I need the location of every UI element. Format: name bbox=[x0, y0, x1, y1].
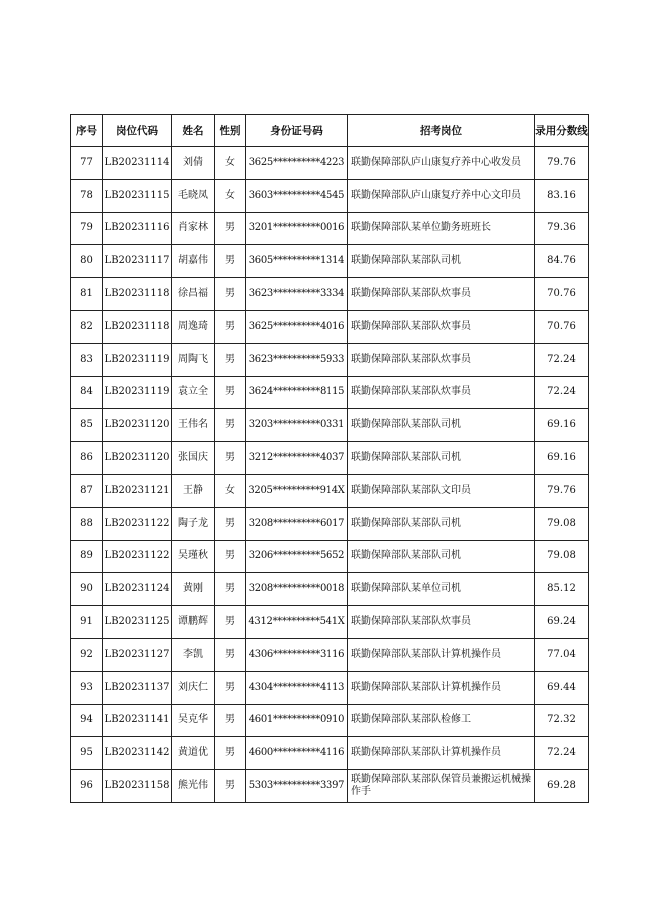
cell-id-number: 3208**********6017 bbox=[246, 507, 348, 540]
cell-position: 联勤保障部队庐山康复疗养中心文印员 bbox=[348, 179, 535, 212]
cell-name: 周逸琦 bbox=[172, 310, 215, 343]
cell-name: 吴克华 bbox=[172, 704, 215, 737]
cell-id-number: 3625**********4223 bbox=[246, 147, 348, 180]
cell-position: 联勤保障部队庐山康复疗养中心收发员 bbox=[348, 147, 535, 180]
cell-position: 联勤保障部队某部队司机 bbox=[348, 245, 535, 278]
cell-gender: 男 bbox=[215, 442, 246, 475]
cell-seq: 81 bbox=[71, 278, 103, 311]
table-row bbox=[71, 442, 589, 475]
cell-gender: 男 bbox=[215, 343, 246, 376]
cell-name: 刘庆仁 bbox=[172, 671, 215, 704]
cell-name: 周陶飞 bbox=[172, 343, 215, 376]
cell-id-number: 4600**********4116 bbox=[246, 737, 348, 770]
cell-id-number: 3603**********4545 bbox=[246, 179, 348, 212]
cell-name: 陶子龙 bbox=[172, 507, 215, 540]
cell-position: 联勤保障部队某部队计算机操作员 bbox=[348, 737, 535, 770]
cell-seq: 87 bbox=[71, 474, 103, 507]
cell-seq: 78 bbox=[71, 179, 103, 212]
cell-post-code: LB20231117 bbox=[103, 245, 172, 278]
cell-post-code: LB20231120 bbox=[103, 442, 172, 475]
cell-seq: 82 bbox=[71, 310, 103, 343]
cell-seq: 77 bbox=[71, 147, 103, 180]
cell-gender: 男 bbox=[215, 409, 246, 442]
cell-score: 85.12 bbox=[535, 573, 589, 606]
cell-gender: 男 bbox=[215, 770, 246, 803]
cell-seq: 85 bbox=[71, 409, 103, 442]
header-name: 姓名 bbox=[172, 115, 215, 147]
cell-position: 联勤保障部队某部队炊事员 bbox=[348, 606, 535, 639]
table-row bbox=[71, 474, 589, 507]
cell-gender: 男 bbox=[215, 638, 246, 671]
cell-position: 联勤保障部队某部队保管员兼搬运机械操作手 bbox=[348, 770, 535, 803]
cell-id-number: 3605**********1314 bbox=[246, 245, 348, 278]
cell-seq: 93 bbox=[71, 671, 103, 704]
cell-post-code: LB20231127 bbox=[103, 638, 172, 671]
cell-id-number: 3201**********0016 bbox=[246, 212, 348, 245]
cell-name: 谭鹏辉 bbox=[172, 606, 215, 639]
table-row bbox=[71, 540, 589, 573]
cell-gender: 男 bbox=[215, 507, 246, 540]
cell-post-code: LB20231115 bbox=[103, 179, 172, 212]
cell-position: 联勤保障部队某部队司机 bbox=[348, 540, 535, 573]
cell-seq: 91 bbox=[71, 606, 103, 639]
cell-score: 69.44 bbox=[535, 671, 589, 704]
cell-post-code: LB20231116 bbox=[103, 212, 172, 245]
cell-post-code: LB20231122 bbox=[103, 507, 172, 540]
cell-seq: 86 bbox=[71, 442, 103, 475]
cell-gender: 女 bbox=[215, 179, 246, 212]
cell-score: 83.16 bbox=[535, 179, 589, 212]
cell-gender: 女 bbox=[215, 147, 246, 180]
cell-score: 69.24 bbox=[535, 606, 589, 639]
cell-gender: 男 bbox=[215, 704, 246, 737]
cell-post-code: LB20231141 bbox=[103, 704, 172, 737]
header-row bbox=[71, 115, 589, 147]
cell-gender: 男 bbox=[215, 278, 246, 311]
cell-gender: 男 bbox=[215, 212, 246, 245]
cell-gender: 女 bbox=[215, 474, 246, 507]
cell-position: 联勤保障部队某单位司机 bbox=[348, 573, 535, 606]
cell-score: 79.36 bbox=[535, 212, 589, 245]
table-row bbox=[71, 737, 589, 770]
table-row bbox=[71, 147, 589, 180]
cell-id-number: 3624**********8115 bbox=[246, 376, 348, 409]
cell-post-code: LB20231118 bbox=[103, 278, 172, 311]
cell-position: 联勤保障部队某部队检修工 bbox=[348, 704, 535, 737]
cell-id-number: 3205**********914X bbox=[246, 474, 348, 507]
cell-position: 联勤保障部队某部队文印员 bbox=[348, 474, 535, 507]
cell-position: 联勤保障部队某部队司机 bbox=[348, 507, 535, 540]
header-id-number: 身份证号码 bbox=[246, 115, 348, 147]
cell-id-number: 5303**********3397 bbox=[246, 770, 348, 803]
cell-score: 72.24 bbox=[535, 343, 589, 376]
table-row bbox=[71, 671, 589, 704]
cell-id-number: 3212**********4037 bbox=[246, 442, 348, 475]
cell-seq: 88 bbox=[71, 507, 103, 540]
table-row bbox=[71, 606, 589, 639]
cell-position: 联勤保障部队某单位勤务班班长 bbox=[348, 212, 535, 245]
cell-name: 袁立全 bbox=[172, 376, 215, 409]
cell-post-code: LB20231142 bbox=[103, 737, 172, 770]
cell-gender: 男 bbox=[215, 376, 246, 409]
cell-score: 79.76 bbox=[535, 147, 589, 180]
cell-name: 黄道优 bbox=[172, 737, 215, 770]
cell-name: 肖家林 bbox=[172, 212, 215, 245]
cell-id-number: 3625**********4016 bbox=[246, 310, 348, 343]
cell-id-number: 4304**********4113 bbox=[246, 671, 348, 704]
table-row bbox=[71, 310, 589, 343]
table-row bbox=[71, 278, 589, 311]
cell-seq: 80 bbox=[71, 245, 103, 278]
cell-position: 联勤保障部队某部队司机 bbox=[348, 409, 535, 442]
cell-gender: 男 bbox=[215, 573, 246, 606]
header-gender: 性别 bbox=[215, 115, 246, 147]
cell-score: 69.16 bbox=[535, 442, 589, 475]
cell-name: 张国庆 bbox=[172, 442, 215, 475]
cell-seq: 94 bbox=[71, 704, 103, 737]
cell-name: 黄刚 bbox=[172, 573, 215, 606]
cell-post-code: LB20231158 bbox=[103, 770, 172, 803]
header-position: 招考岗位 bbox=[348, 115, 535, 147]
cell-post-code: LB20231118 bbox=[103, 310, 172, 343]
cell-id-number: 3623**********3334 bbox=[246, 278, 348, 311]
cell-seq: 90 bbox=[71, 573, 103, 606]
cell-position: 联勤保障部队某部队炊事员 bbox=[348, 376, 535, 409]
header-post-code: 岗位代码 bbox=[103, 115, 172, 147]
cell-score: 72.24 bbox=[535, 376, 589, 409]
cell-seq: 83 bbox=[71, 343, 103, 376]
cell-post-code: LB20231119 bbox=[103, 343, 172, 376]
cell-score: 79.08 bbox=[535, 540, 589, 573]
cell-post-code: LB20231122 bbox=[103, 540, 172, 573]
cell-name: 熊光伟 bbox=[172, 770, 215, 803]
cell-position: 联勤保障部队某部队炊事员 bbox=[348, 310, 535, 343]
cell-post-code: LB20231121 bbox=[103, 474, 172, 507]
cell-name: 毛晓凤 bbox=[172, 179, 215, 212]
cell-seq: 96 bbox=[71, 770, 103, 803]
score-table bbox=[70, 114, 589, 803]
cell-post-code: LB20231137 bbox=[103, 671, 172, 704]
cell-post-code: LB20231124 bbox=[103, 573, 172, 606]
cell-gender: 男 bbox=[215, 671, 246, 704]
cell-name: 吴瑾秋 bbox=[172, 540, 215, 573]
table-row bbox=[71, 409, 589, 442]
cell-name: 胡嘉伟 bbox=[172, 245, 215, 278]
cell-name: 王伟名 bbox=[172, 409, 215, 442]
cell-seq: 95 bbox=[71, 737, 103, 770]
cell-score: 70.76 bbox=[535, 310, 589, 343]
cell-score: 72.32 bbox=[535, 704, 589, 737]
cell-seq: 79 bbox=[71, 212, 103, 245]
cell-seq: 84 bbox=[71, 376, 103, 409]
cell-position: 联勤保障部队某部队计算机操作员 bbox=[348, 671, 535, 704]
cell-position: 联勤保障部队某部队司机 bbox=[348, 442, 535, 475]
cell-score: 72.24 bbox=[535, 737, 589, 770]
cell-seq: 89 bbox=[71, 540, 103, 573]
table-row bbox=[71, 638, 589, 671]
cell-post-code: LB20231119 bbox=[103, 376, 172, 409]
table-row bbox=[71, 212, 589, 245]
table-row bbox=[71, 179, 589, 212]
cell-position: 联勤保障部队某部队计算机操作员 bbox=[348, 638, 535, 671]
cell-id-number: 3623**********5933 bbox=[246, 343, 348, 376]
cell-id-number: 4312**********541X bbox=[246, 606, 348, 639]
table-row bbox=[71, 770, 589, 803]
header-seq: 序号 bbox=[71, 115, 103, 147]
cell-name: 徐昌福 bbox=[172, 278, 215, 311]
cell-post-code: LB20231125 bbox=[103, 606, 172, 639]
cell-gender: 男 bbox=[215, 606, 246, 639]
cell-gender: 男 bbox=[215, 737, 246, 770]
cell-score: 84.76 bbox=[535, 245, 589, 278]
table-row bbox=[71, 376, 589, 409]
table-row bbox=[71, 704, 589, 737]
cell-id-number: 4306**********3116 bbox=[246, 638, 348, 671]
table-row bbox=[71, 343, 589, 376]
cell-id-number: 3203**********0331 bbox=[246, 409, 348, 442]
cell-name: 刘倩 bbox=[172, 147, 215, 180]
cell-score: 79.08 bbox=[535, 507, 589, 540]
cell-gender: 男 bbox=[215, 540, 246, 573]
cell-position: 联勤保障部队某部队炊事员 bbox=[348, 278, 535, 311]
cell-post-code: LB20231114 bbox=[103, 147, 172, 180]
cell-id-number: 3206**********5652 bbox=[246, 540, 348, 573]
cell-gender: 男 bbox=[215, 245, 246, 278]
cell-name: 李凯 bbox=[172, 638, 215, 671]
cell-id-number: 3208**********0018 bbox=[246, 573, 348, 606]
cell-gender: 男 bbox=[215, 310, 246, 343]
cell-score: 79.76 bbox=[535, 474, 589, 507]
table-row bbox=[71, 573, 589, 606]
cell-score: 77.04 bbox=[535, 638, 589, 671]
cell-name: 王静 bbox=[172, 474, 215, 507]
cell-score: 69.16 bbox=[535, 409, 589, 442]
table-row bbox=[71, 245, 589, 278]
cell-id-number: 4601**********0910 bbox=[246, 704, 348, 737]
cell-post-code: LB20231120 bbox=[103, 409, 172, 442]
table-row bbox=[71, 507, 589, 540]
header-score: 录用分数线 bbox=[535, 115, 589, 147]
table-body bbox=[71, 147, 589, 803]
cell-score: 69.28 bbox=[535, 770, 589, 803]
cell-score: 70.76 bbox=[535, 278, 589, 311]
cell-seq: 92 bbox=[71, 638, 103, 671]
cell-position: 联勤保障部队某部队炊事员 bbox=[348, 343, 535, 376]
